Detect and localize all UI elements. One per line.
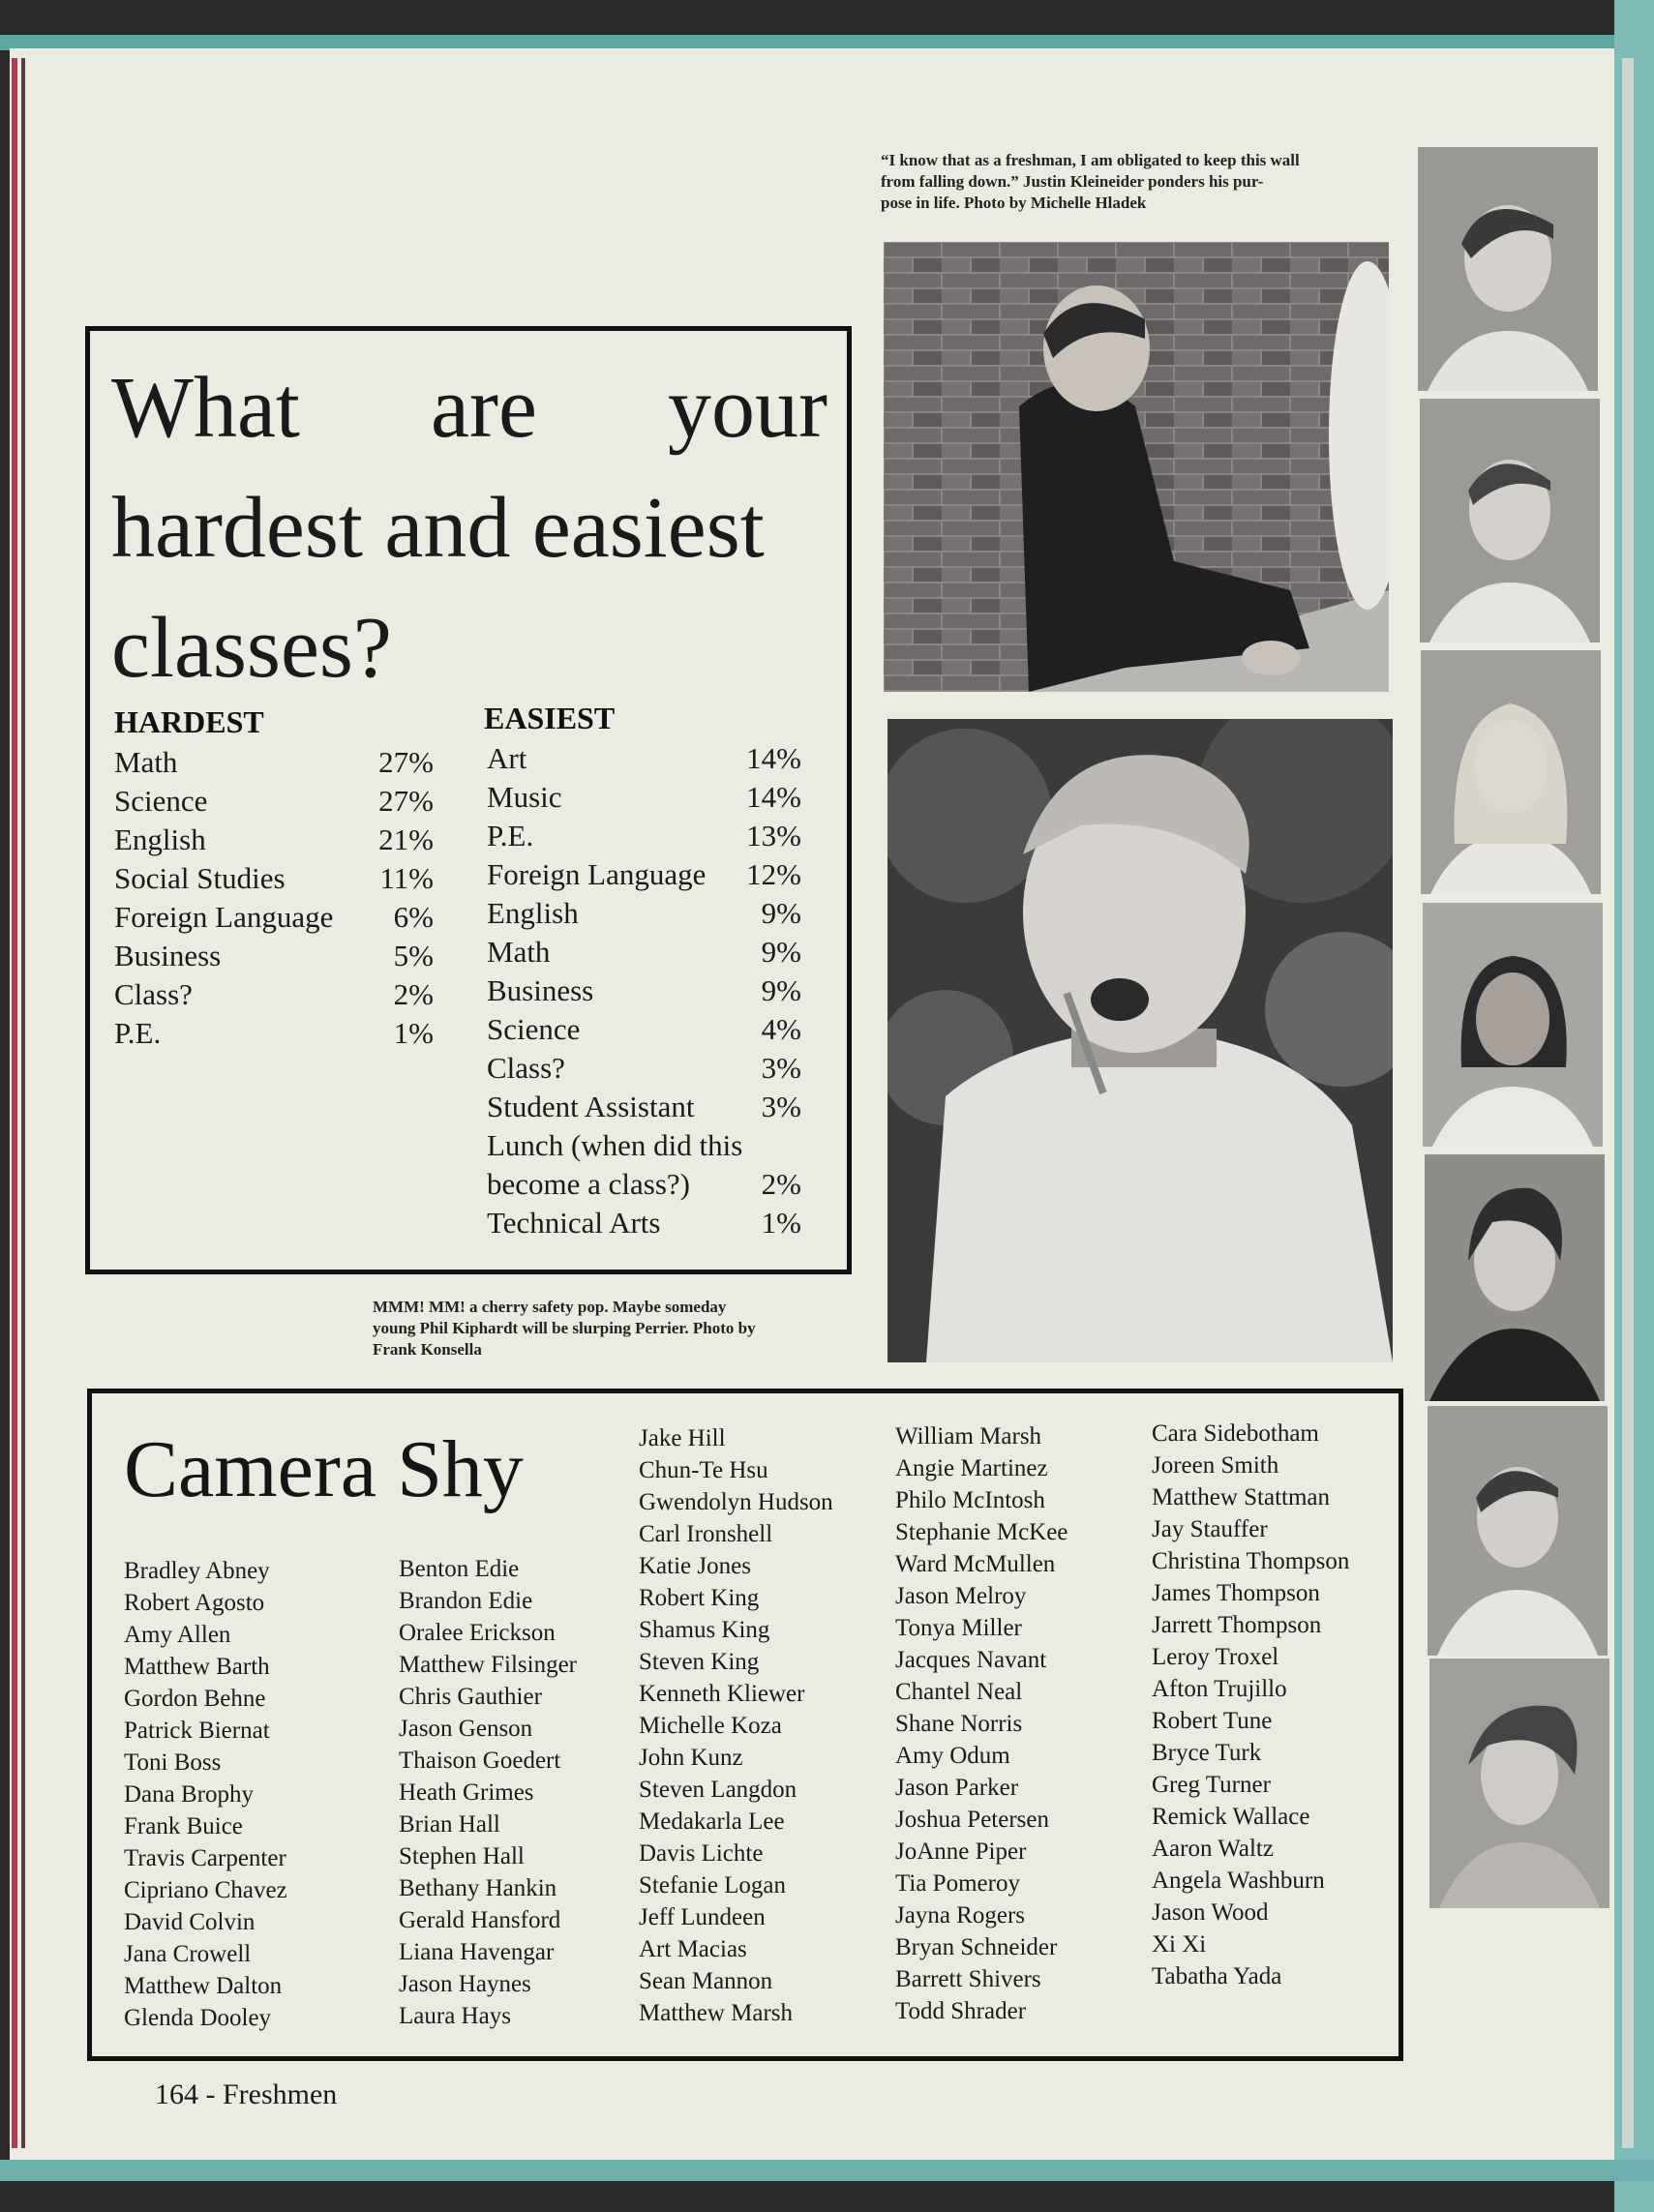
student-name: Chris Gauthier <box>399 1684 542 1710</box>
student-name: James Thompson <box>1152 1580 1320 1606</box>
subject-label: Social Studies <box>114 861 286 895</box>
subject-label: Student Assistant <box>487 1090 695 1123</box>
percent-value: 5% <box>393 939 434 972</box>
student-name: Laura Hays <box>399 2003 511 2029</box>
percent-value: 4% <box>761 1012 801 1046</box>
student-name: Jason Wood <box>1152 1899 1269 1926</box>
student-name: Greg Turner <box>1152 1772 1271 1798</box>
student-name: Amy Odum <box>895 1743 1010 1769</box>
student-portrait <box>1421 650 1601 894</box>
student-name: Afton Trujillo <box>1152 1676 1287 1702</box>
student-name: Stephanie McKee <box>895 1519 1068 1545</box>
caption-line: young Phil Kiphardt will be slurping Perrier. Photo by <box>373 1319 756 1337</box>
student-name: Jay Stauffer <box>1152 1516 1268 1542</box>
percent-value: 14% <box>746 780 801 814</box>
pop-photo-caption <box>373 1297 857 1360</box>
student-name: Frank Buice <box>124 1813 243 1839</box>
student-name: Gerald Hansford <box>399 1907 561 1933</box>
student-name: Robert Agosto <box>124 1590 265 1616</box>
caption-line: MMM! MM! a cherry safety pop. Maybe someday <box>373 1298 727 1316</box>
student-name: Robert King <box>639 1585 760 1611</box>
student-name: Heath Grimes <box>399 1779 534 1806</box>
student-name: Jason Melroy <box>895 1583 1027 1609</box>
percent-value: 3% <box>761 1090 801 1123</box>
survey-row <box>487 1165 801 1204</box>
subject-label: Math <box>487 935 551 969</box>
student-name: Brian Hall <box>399 1811 500 1838</box>
student-name: Remick Wallace <box>1152 1804 1310 1830</box>
subject-label: Business <box>487 973 594 1007</box>
percent-value: 2% <box>393 977 434 1011</box>
survey-title <box>111 348 827 708</box>
survey-row <box>114 821 434 859</box>
student-name: Bethany Hankin <box>399 1875 557 1901</box>
survey-row <box>114 937 434 975</box>
camera-shy-title: Camera Shy <box>124 1424 524 1514</box>
survey-title-line: classes? <box>111 600 392 696</box>
student-name: Benton Edie <box>399 1556 520 1582</box>
student-name: Davis Lichte <box>639 1840 764 1867</box>
easiest-list <box>487 739 801 1242</box>
student-name: John Kunz <box>639 1745 743 1771</box>
hardest-list <box>114 743 434 1053</box>
student-name: Dana Brophy <box>124 1781 254 1808</box>
student-name: Liana Havengar <box>399 1939 555 1965</box>
student-name: William Marsh <box>895 1423 1042 1450</box>
student-name: Stefanie Logan <box>639 1872 787 1898</box>
student-name: Aaron Waltz <box>1152 1836 1274 1862</box>
caption-line: “I know that as a freshman, I am obligated to keep this wall <box>881 151 1300 169</box>
student-name: Philo McIntosh <box>895 1487 1045 1513</box>
student-portrait <box>1420 399 1600 643</box>
student-name: Medakarla Lee <box>639 1808 785 1835</box>
survey-row <box>487 817 801 855</box>
student-name: Christina Thompson <box>1152 1548 1350 1574</box>
student-name: Xi Xi <box>1152 1931 1207 1958</box>
student-name: Barrett Shivers <box>895 1966 1041 1992</box>
name-column <box>399 1553 577 2032</box>
student-name: Travis Carpenter <box>124 1845 286 1871</box>
student-name: Leroy Troxel <box>1152 1644 1279 1670</box>
student-name: Shane Norris <box>895 1711 1023 1737</box>
survey-row <box>487 739 801 778</box>
wall-photo-caption <box>881 150 1394 214</box>
survey-row <box>487 1088 801 1126</box>
student-name: Matthew Barth <box>124 1654 270 1680</box>
student-name: JoAnne Piper <box>895 1838 1027 1865</box>
percent-value: 1% <box>393 1016 434 1050</box>
student-name: Jason Parker <box>895 1775 1019 1801</box>
survey-row <box>487 1126 801 1165</box>
caption-line: from falling down.” Justin Kleineider ponders his pur- <box>881 172 1264 191</box>
student-name: Jeff Lundeen <box>639 1904 766 1930</box>
percent-value: 11% <box>379 861 434 895</box>
survey-row <box>114 743 434 782</box>
student-portrait <box>1423 903 1603 1147</box>
student-name: Gwendolyn Hudson <box>639 1489 833 1515</box>
percent-value: 2% <box>761 1167 801 1201</box>
student-name: Matthew Stattman <box>1152 1484 1330 1510</box>
safety-pop-photo <box>887 719 1393 1362</box>
survey-row <box>114 975 434 1014</box>
percent-value: 12% <box>746 857 801 891</box>
student-name: Cara Sidebotham <box>1152 1420 1319 1447</box>
subject-label: P.E. <box>487 819 534 852</box>
survey-row <box>487 1010 801 1049</box>
student-name: Jason Haynes <box>399 1971 531 1997</box>
student-name: Jake Hill <box>639 1425 726 1451</box>
subject-label: Class? <box>114 977 193 1011</box>
student-name: Jana Crowell <box>124 1941 252 1967</box>
survey-row <box>114 782 434 821</box>
subject-label: Foreign Language <box>487 857 707 891</box>
student-name: Carl Ironshell <box>639 1521 773 1547</box>
student-name: Katie Jones <box>639 1553 751 1579</box>
student-name: Art Macias <box>639 1936 747 1962</box>
student-name: Stephen Hall <box>399 1843 525 1869</box>
student-name: Jason Genson <box>399 1716 533 1742</box>
student-name: Matthew Dalton <box>124 1973 283 1999</box>
survey-row <box>487 778 801 817</box>
survey-row <box>487 894 801 933</box>
survey-title-line: What are your <box>111 360 827 456</box>
student-name: David Colvin <box>124 1909 256 1935</box>
student-name: Robert Tune <box>1152 1708 1273 1734</box>
survey-title-line: hardest and easiest <box>111 480 765 576</box>
subject-label: Class? <box>487 1051 565 1085</box>
caption-line: Frank Konsella <box>373 1340 482 1359</box>
student-name: Angela Washburn <box>1152 1868 1325 1894</box>
page-footer: 164 - Freshmen <box>155 2078 338 2110</box>
student-name: Todd Shrader <box>895 1998 1027 2024</box>
student-name: Tia Pomeroy <box>895 1870 1020 1897</box>
hardest-heading: HARDEST <box>114 704 264 739</box>
survey-row <box>487 971 801 1010</box>
survey-row <box>487 1204 801 1242</box>
wall-photo <box>884 242 1389 692</box>
subject-label: Foreign Language <box>114 900 334 934</box>
survey-row <box>487 1049 801 1088</box>
student-name: Sean Mannon <box>639 1968 773 1994</box>
student-name: Thaison Goedert <box>399 1748 561 1774</box>
percent-value: 9% <box>761 973 801 1007</box>
survey-row <box>114 859 434 898</box>
student-name: Kenneth Kliewer <box>639 1681 805 1707</box>
student-name: Joshua Petersen <box>895 1807 1049 1833</box>
student-name: Steven Langdon <box>639 1777 797 1803</box>
survey-row <box>114 1014 434 1053</box>
student-name: Chantel Neal <box>895 1679 1023 1705</box>
student-name: Michelle Koza <box>639 1713 782 1739</box>
name-column <box>639 1422 833 2029</box>
subject-label: Science <box>114 784 208 818</box>
student-name: Joreen Smith <box>1152 1452 1279 1479</box>
right-edge <box>1614 0 1654 2212</box>
student-name: Gordon Behne <box>124 1686 266 1712</box>
subject-label: Music <box>487 780 562 814</box>
percent-value: 27% <box>378 784 434 818</box>
student-portrait <box>1418 147 1598 391</box>
subject-label: Lunch (when did this <box>487 1128 743 1162</box>
student-name: Patrick Biernat <box>124 1718 270 1744</box>
student-name: Ward McMullen <box>895 1551 1056 1577</box>
subject-label: Art <box>487 741 527 775</box>
student-name: Matthew Marsh <box>639 2000 793 2026</box>
survey-row <box>114 898 434 937</box>
student-name: Toni Boss <box>124 1749 222 1776</box>
student-name: Angie Martinez <box>895 1455 1048 1481</box>
percent-value: 14% <box>746 741 801 775</box>
student-name: Bryce Turk <box>1152 1740 1262 1766</box>
page-binding-shadow <box>21 58 25 2148</box>
student-name: Tonya Miller <box>895 1615 1022 1641</box>
survey-row <box>487 855 801 894</box>
student-name: Chun-Te Hsu <box>639 1457 768 1483</box>
student-portrait <box>1429 1659 1609 1908</box>
subject-label: English <box>114 822 206 856</box>
caption-line: pose in life. Photo by Michelle Hladek <box>881 194 1147 212</box>
subject-label: Math <box>114 745 178 779</box>
student-name: Jarrett Thompson <box>1152 1612 1322 1638</box>
student-name: Cipriano Chavez <box>124 1877 287 1903</box>
easiest-heading: EASIEST <box>484 701 616 735</box>
percent-value: 27% <box>378 745 434 779</box>
student-portrait <box>1425 1154 1605 1401</box>
subject-label: English <box>487 896 579 930</box>
percent-value: 13% <box>746 819 801 852</box>
student-name: Amy Allen <box>124 1622 231 1648</box>
subject-label: Technical Arts <box>487 1206 661 1240</box>
bottom-edge <box>0 2160 1654 2181</box>
percent-value: 9% <box>761 935 801 969</box>
page-binding <box>12 58 17 2148</box>
subject-label: P.E. <box>114 1016 162 1050</box>
percent-value: 1% <box>761 1206 801 1240</box>
student-portrait <box>1428 1406 1608 1656</box>
student-name: Bradley Abney <box>124 1558 270 1584</box>
student-name: Jacques Navant <box>895 1647 1047 1673</box>
student-name: Brandon Edie <box>399 1588 533 1614</box>
name-column <box>124 1555 287 2034</box>
right-edge-paper <box>1622 58 1634 2148</box>
percent-value: 6% <box>393 900 434 934</box>
percent-value: 21% <box>378 822 434 856</box>
survey-row <box>487 933 801 971</box>
percent-value: 9% <box>761 896 801 930</box>
subject-label: Business <box>114 939 222 972</box>
student-name: Glenda Dooley <box>124 2005 272 2031</box>
student-name: Oralee Erickson <box>399 1620 556 1646</box>
student-name: Bryan Schneider <box>895 1934 1058 1960</box>
student-name: Matthew Filsinger <box>399 1652 578 1678</box>
student-name: Tabatha Yada <box>1152 1963 1282 1989</box>
subject-label: become a class?) <box>487 1167 690 1201</box>
student-name: Jayna Rogers <box>895 1902 1025 1928</box>
student-name: Steven King <box>639 1649 760 1675</box>
percent-value: 3% <box>761 1051 801 1085</box>
student-name: Shamus King <box>639 1617 770 1643</box>
name-column <box>1152 1418 1349 1992</box>
name-column <box>895 1420 1068 2027</box>
subject-label: Science <box>487 1012 581 1046</box>
